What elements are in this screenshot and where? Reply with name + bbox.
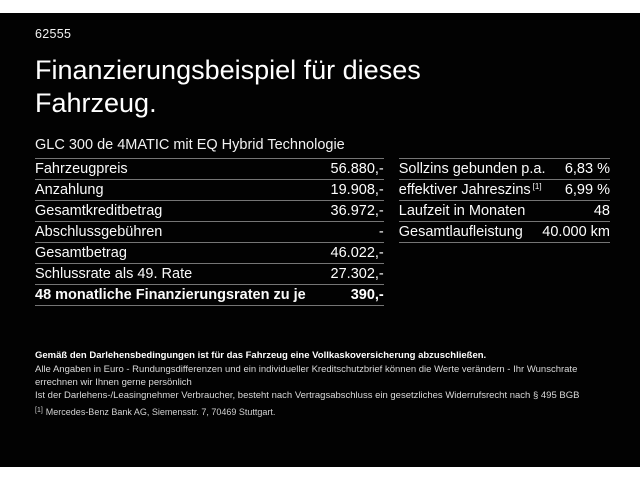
page-title-line1: Finanzierungsbeispiel für dieses xyxy=(35,55,421,85)
table-row xyxy=(35,243,384,264)
row-value: 40.000 km xyxy=(542,224,610,240)
table-row xyxy=(399,222,610,243)
row-label: Gesamtbetrag xyxy=(35,245,127,261)
footnote-disclaimer-2: Ist der Darlehens-/Leasingnehmer Verbraucher, besteht nach Vertragsabschluss ein gesetzliches Widerrufsrecht nach § 495 BGB xyxy=(35,390,580,401)
row-label: Schlussrate als 49. Rate xyxy=(35,266,193,282)
footnote-marker: [1] xyxy=(532,182,542,191)
table-row xyxy=(35,201,384,222)
row-label: Fahrzeugpreis xyxy=(35,161,128,177)
row-label: Laufzeit in Monaten xyxy=(398,203,526,219)
footnote-bank-text: Mercedes-Benz Bank AG, Siemensstr. 7, 70469 Stuttgart. xyxy=(45,407,276,417)
footnote-marker: [1] xyxy=(35,407,43,414)
finance-sheet-panel xyxy=(0,13,640,467)
table-row xyxy=(399,180,610,201)
footnote-bank xyxy=(35,407,612,417)
footnote-disclaimer-1: Alle Angaben in Euro - Rundungsdifferenzen und ein individueller Kreditschutzbrief können die Werte verändern - Ihr Wunschrate errechnen wir Ihnen gerne persönlich xyxy=(35,364,578,388)
row-label: Anzahlung xyxy=(35,182,104,198)
row-value: - xyxy=(378,224,384,240)
table-row xyxy=(35,264,384,285)
row-label: Gesamtkreditbetrag xyxy=(35,203,163,219)
row-label: effektiver Jahreszins [1] xyxy=(398,182,542,198)
footnotes xyxy=(35,349,612,417)
row-value: 56.880,- xyxy=(330,161,384,177)
table-row xyxy=(399,159,610,180)
row-value: 6,83 % xyxy=(564,161,610,177)
row-value: 46.022,- xyxy=(330,245,384,261)
table-row xyxy=(399,201,610,222)
document-number: 62555 xyxy=(35,27,72,41)
sheet-content xyxy=(0,13,640,417)
table-row xyxy=(35,159,384,180)
row-label: 48 monatliche Finanzierungsraten zu je xyxy=(35,287,306,303)
row-value: 48 xyxy=(593,203,610,219)
row-value: 19.908,- xyxy=(330,182,384,198)
row-label: Sollzins gebunden p.a. xyxy=(398,161,546,177)
table-row-monthly-rate xyxy=(35,285,384,306)
page-title-line2: Fahrzeug. xyxy=(35,88,157,118)
row-value: 390,- xyxy=(350,287,384,303)
page-title xyxy=(35,54,610,120)
row-value: 6,99 % xyxy=(564,182,610,198)
footnote-insurance: Gemäß den Darlehensbedingungen ist für das Fahrzeug eine Vollkaskoversicherung abzuschließen. xyxy=(35,350,487,361)
tables-area xyxy=(35,158,610,306)
row-label: Abschlussgebühren xyxy=(35,224,163,240)
row-label: Gesamtlaufleistung xyxy=(398,224,523,240)
finance-table xyxy=(35,158,384,306)
row-value: 27.302,- xyxy=(330,266,384,282)
row-value: 36.972,- xyxy=(330,203,384,219)
table-row xyxy=(35,180,384,201)
table-row xyxy=(35,222,384,243)
conditions-table xyxy=(399,158,610,306)
vehicle-model: GLC 300 de 4MATIC mit EQ Hybrid Technologie xyxy=(35,137,345,153)
